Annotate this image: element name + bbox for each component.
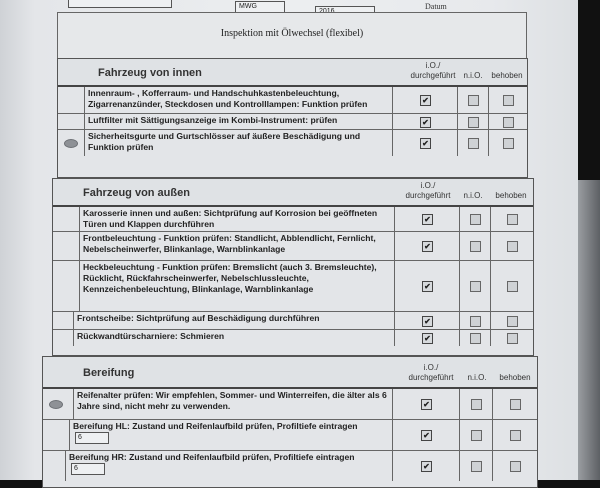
checkbox-fixed[interactable] [503, 138, 514, 149]
col-header-fixed: behoben [495, 191, 527, 200]
checkbox-ok[interactable]: ✔ [422, 214, 433, 225]
checkbox-fixed[interactable] [507, 281, 518, 292]
checkbox-not-ok[interactable] [470, 281, 481, 292]
date-label: Datum [425, 2, 447, 11]
section-header [58, 59, 527, 87]
checkbox-ok[interactable]: ✔ [420, 95, 431, 106]
section-title: Fahrzeug von innen [98, 67, 202, 79]
section-title: Bereifung [83, 367, 135, 379]
col-header-fixed: behoben [491, 71, 523, 80]
model-field: MWG [235, 1, 285, 15]
checkbox-not-ok[interactable] [468, 117, 479, 128]
table-row [53, 312, 533, 330]
checkbox-ok[interactable]: ✔ [422, 333, 433, 344]
col-header-not-ok: n.i.O. [467, 373, 487, 382]
section-exterior [52, 178, 534, 356]
section-title: Fahrzeug von außen [83, 187, 190, 199]
checkbox-not-ok[interactable] [468, 138, 479, 149]
row-text: Innenraum- , Kofferraum- und Handschuhkastenbeleuchtung, Zigarrenanzünder, Steckdosen und Kontrolllampen: Funktion prüfen [85, 87, 393, 113]
checkbox-not-ok[interactable] [471, 430, 482, 441]
eye-icon [64, 139, 78, 148]
checkbox-ok[interactable]: ✔ [421, 461, 432, 472]
col-header-not-ok: n.i.O. [463, 71, 483, 80]
row-text: Karosserie innen und außen: Sichtprüfung auf Korrosion bei geöffneten Türen und Klappen durchführen [80, 207, 395, 231]
row-text: Rückwandtürscharniere: Schmieren [74, 330, 395, 346]
form-title: Inspektion mit Ölwechsel (flexibel) [220, 28, 364, 39]
row-text: Frontbeleuchtung - Funktion prüfen: Standlicht, Abblendlicht, Fernlicht, Nebelscheinwerfer, Blinkanlage, Warnblinkanlage [80, 232, 395, 260]
background-shadow [578, 180, 600, 480]
checkbox-fixed[interactable] [510, 430, 521, 441]
checkbox-not-ok[interactable] [471, 461, 482, 472]
table-row [53, 232, 533, 261]
checkbox-ok[interactable]: ✔ [422, 241, 433, 252]
top-left-field [68, 0, 172, 8]
col-header-ok: i.O./ durchgeführt [405, 181, 451, 200]
checkbox-ok[interactable]: ✔ [422, 281, 433, 292]
tread-depth-input-hl[interactable]: 6 [75, 432, 109, 444]
table-row [53, 261, 533, 312]
table-row [53, 207, 533, 232]
table-row [43, 451, 537, 481]
checkbox-not-ok[interactable] [470, 214, 481, 225]
form-title-bar [57, 12, 527, 48]
col-header-ok: i.O./ durchgeführt [408, 363, 454, 382]
tread-depth-input-hr[interactable]: 6 [71, 463, 105, 475]
col-header-not-ok: n.i.O. [463, 191, 483, 200]
table-row [53, 330, 533, 346]
checkbox-fixed[interactable] [503, 95, 514, 106]
table-row [58, 87, 527, 114]
checkbox-fixed[interactable] [507, 214, 518, 225]
checkbox-not-ok[interactable] [471, 399, 482, 410]
col-header-fixed: behoben [499, 373, 531, 382]
row-text: Bereifung HL: Zustand und Reifenlaufbild prüfen, Profiltiefe eintragen 6 [70, 420, 393, 450]
section-header [53, 179, 533, 207]
section-interior [57, 58, 528, 178]
row-text: Bereifung HR: Zustand und Reifenlaufbild prüfen, Profiltiefe eintragen 6 [66, 451, 393, 481]
checkbox-not-ok[interactable] [468, 95, 479, 106]
section-header [43, 357, 537, 389]
checkbox-not-ok[interactable] [470, 316, 481, 327]
row-text: Reifenalter prüfen: Wir empfehlen, Sommer- und Winterreifen, die älter als 6 Jahre sind, nicht mehr zu verwenden. [74, 389, 393, 419]
checkbox-not-ok[interactable] [470, 241, 481, 252]
row-text: Frontscheibe: Sichtprüfung auf Beschädigung durchführen [74, 312, 395, 329]
checkbox-fixed[interactable] [507, 316, 518, 327]
checkbox-fixed[interactable] [507, 333, 518, 344]
col-header-ok: i.O./ durchgeführt [410, 61, 456, 80]
checkbox-ok[interactable]: ✔ [422, 316, 433, 327]
checkbox-fixed[interactable] [503, 117, 514, 128]
table-row [58, 114, 527, 130]
row-text: Luftfilter mit Sättigungsanzeige im Kombi-Instrument: prüfen [85, 114, 393, 129]
checkbox-ok[interactable]: ✔ [421, 430, 432, 441]
table-row [58, 130, 527, 156]
checkbox-fixed[interactable] [510, 399, 521, 410]
section-tires [42, 356, 538, 488]
row-text: Heckbeleuchtung - Funktion prüfen: Bremslicht (auch 3. Bremsleuchte), Rücklicht, Rückfahrscheinwerfer, Nebelschlussleuchte, Kennzeichenbeleuchtung, Blinkanlage, Warnblinkanlage [80, 261, 395, 311]
checkbox-fixed[interactable] [507, 241, 518, 252]
checkbox-ok[interactable]: ✔ [421, 399, 432, 410]
checkbox-fixed[interactable] [510, 461, 521, 472]
table-row [43, 420, 537, 451]
table-row [43, 389, 537, 420]
checkbox-ok[interactable]: ✔ [420, 117, 431, 128]
eye-icon [49, 400, 63, 409]
checkbox-not-ok[interactable] [470, 333, 481, 344]
checkbox-ok[interactable]: ✔ [420, 138, 431, 149]
row-text: Sicherheitsgurte und Gurtschlösser auf äußere Beschädigung und Funktion prüfen [85, 130, 393, 156]
